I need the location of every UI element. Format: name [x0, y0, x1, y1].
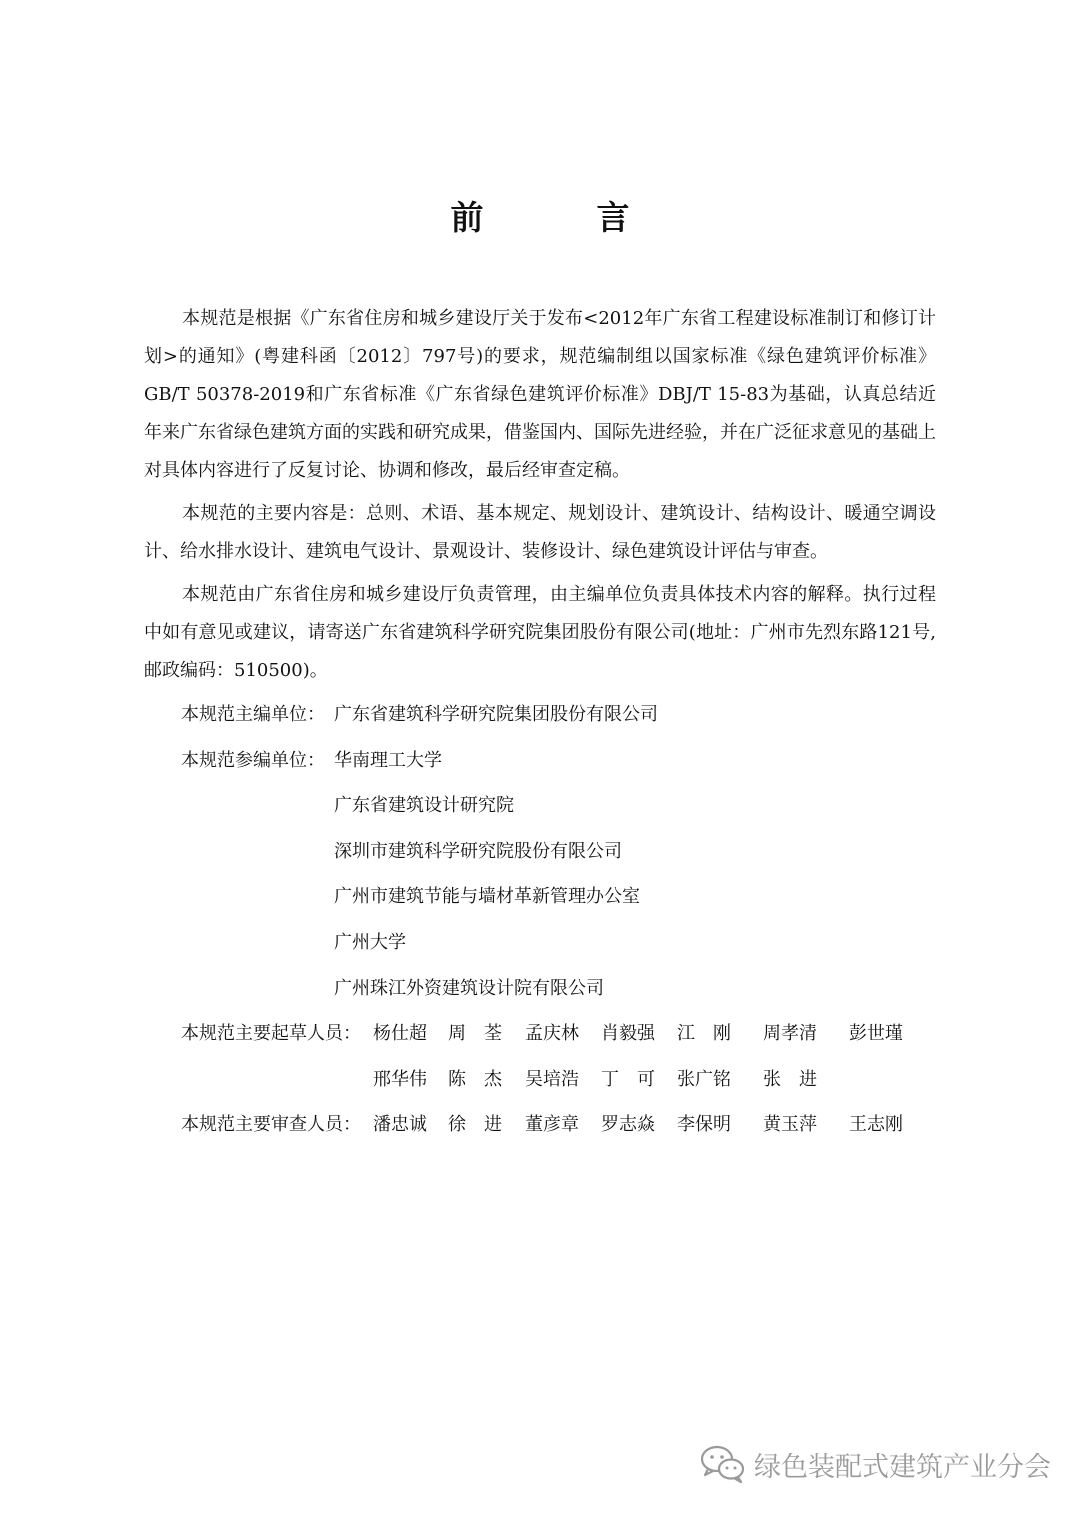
- staff-name: 张广铭: [677, 1069, 731, 1090]
- participating-units-label: 本规范参编单位：: [181, 750, 325, 771]
- staff-name: 罗志焱: [601, 1114, 655, 1135]
- watermark: [700, 1444, 1051, 1484]
- staff-name: 江 刚: [677, 1023, 731, 1044]
- staff-name: 徐 进: [448, 1114, 502, 1135]
- preface-paragraph-basis: 本规范是根据《广东省住房和城乡建设厅关于发布<2012年广东省工程建设标准制订和修订计划>的通知》(粤建科函〔2012〕797号)的要求，规范编制组以国家标准《绿色建筑评价标准》GB/T 50378-2019和广东省标准《广东省绿色建筑评价标准》DBJ/T 15-83为基础，认真总结近年来广东省绿色建筑方面的实践和研究成果，借鉴国内、国际先进经验，并在广泛征求意见的基础上对具体内容进行了反复讨论、协调和修改，最后经审查定稿。: [144, 308, 936, 481]
- chief-unit-label: 本规范主编单位：: [181, 704, 325, 725]
- staff-name: 潘忠诚: [373, 1114, 427, 1135]
- drafters-label: 本规范主要起草人员：: [181, 1023, 361, 1044]
- wechat-icon: [700, 1444, 746, 1484]
- page-title: 前 言: [450, 198, 670, 237]
- staff-name: 杨仕超: [373, 1023, 427, 1044]
- participating-unit: 深圳市建筑科学研究院股份有限公司: [334, 841, 622, 862]
- staff-name: 李保明: [677, 1114, 731, 1135]
- staff-name: 张 进: [763, 1069, 817, 1090]
- staff-name: 陈 杰: [448, 1069, 502, 1090]
- staff-name: 董彦章: [525, 1114, 579, 1135]
- staff-name: 吴培浩: [525, 1069, 579, 1090]
- preface-paragraph-contents: 本规范的主要内容是：总则、术语、基本规定、规划设计、建筑设计、结构设计、暖通空调设计、给水排水设计、建筑电气设计、景观设计、装修设计、绿色建筑设计评估与审查。: [144, 503, 936, 562]
- participating-unit: 广东省建筑设计研究院: [334, 795, 514, 816]
- staff-name: 周 荃: [448, 1023, 502, 1044]
- reviewers-label: 本规范主要审查人员：: [181, 1114, 361, 1135]
- staff-name: 王志刚: [849, 1114, 903, 1135]
- staff-name: 孟庆林: [525, 1023, 579, 1044]
- staff-name: 邢华伟: [373, 1069, 427, 1090]
- chief-unit-value: 广东省建筑科学研究院集团股份有限公司: [334, 704, 658, 725]
- staff-name: 肖毅强: [601, 1023, 655, 1044]
- staff-name: 黄玉萍: [763, 1114, 817, 1135]
- preface-paragraph-management: 本规范由广东省住房和城乡建设厅负责管理，由主编单位负责具体技术内容的解释。执行过程中如有意见或建议，请寄送广东省建筑科学研究院集团股份有限公司(地址：广州市先烈东路121号,邮政编码：510500)。: [144, 584, 936, 681]
- staff-name: 周孝清: [763, 1023, 817, 1044]
- participating-unit: 广州市建筑节能与墙材革新管理办公室: [334, 886, 640, 907]
- staff-name: 丁 可: [601, 1069, 655, 1090]
- participating-unit: 广州大学: [334, 932, 406, 953]
- watermark-text: 绿色装配式建筑产业分会: [754, 1451, 1051, 1483]
- participating-unit: 广州珠江外资建筑设计院有限公司: [334, 978, 604, 999]
- staff-name: 彭世瑾: [849, 1023, 903, 1044]
- participating-unit: 华南理工大学: [334, 750, 442, 771]
